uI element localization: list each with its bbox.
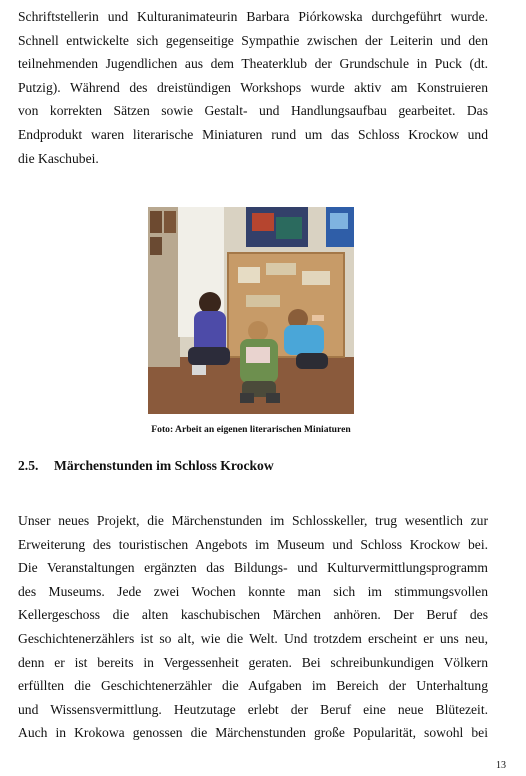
page-number: 13 — [496, 760, 506, 771]
text-line: Putzig). Während des dreistündigen Workshops wurde aktiv am Konstruieren — [18, 79, 488, 95]
text-line: die Kaschubei. — [18, 150, 99, 166]
text-line: Auch in Krokowa genossen die Märchenstunden große Popularität, sowohl bei — [18, 725, 488, 741]
figure-caption: Foto: Arbeit an eigenen literarischen Miniaturen — [151, 424, 351, 435]
workshop-photo — [148, 207, 354, 414]
text-line: Kellergeschoss die alten kaschubischen Märchen anhören. Der Beruf des — [18, 607, 488, 623]
text-line: und Wissensvermittlung. Heutzutage erlebt der Beruf eine neue Blütezeit. — [18, 701, 488, 717]
text-line: Endprodukt waren literarische Miniaturen rund um das Schloss Krockow und — [18, 126, 488, 142]
text-line: von korrekten Sätzen sowie Gestalt- und Handlungsaufbau gearbeitet. Das — [18, 103, 488, 119]
text-line: denn er ist bereits in Vergessenheit geraten. Bei schreibunkundigen Völkern — [18, 654, 488, 670]
text-line: des Museums. Jede zwei Wochen konnte man sich im stimmungsvollen — [18, 583, 488, 599]
section-heading — [18, 458, 274, 474]
paragraph-workshop — [18, 5, 488, 170]
paragraph-maerchenstunden — [18, 509, 488, 745]
text-line: Erweiterung des touristischen Angebots im Museum und Schloss Krockow bei. — [18, 536, 488, 552]
section-title: Märchenstunden im Schloss Krockow — [54, 458, 274, 473]
text-line: Die Veranstaltungen ergänzten das Bildungs- und Kulturvermittlungsprogramm — [18, 560, 488, 576]
text-line: teilnehmenden Jugendlichen aus dem Theaterklub der Grundschule in Puck (dt. — [18, 56, 488, 72]
text-line: Schriftstellerin und Kulturanimateurin Barbara Piórkowska durchgeführt wurde. — [18, 9, 488, 24]
section-number: 2.5. — [18, 458, 39, 473]
text-line: Unser neues Projekt, die Märchenstunden im Schlosskeller, trug wesentlich zur — [18, 513, 488, 528]
text-line: Schnell entwickelte sich gegenseitige Sympathie zwischen der Leiterin und den — [18, 32, 488, 48]
text-line: erfüllten die Geschichtenerzähler die Aufgaben im Bereich der Unterhaltung — [18, 678, 488, 694]
text-line: Geschichtenerzählers ist so alt, wie die Welt. Und trotzdem erscheint er uns neu, — [18, 630, 488, 646]
